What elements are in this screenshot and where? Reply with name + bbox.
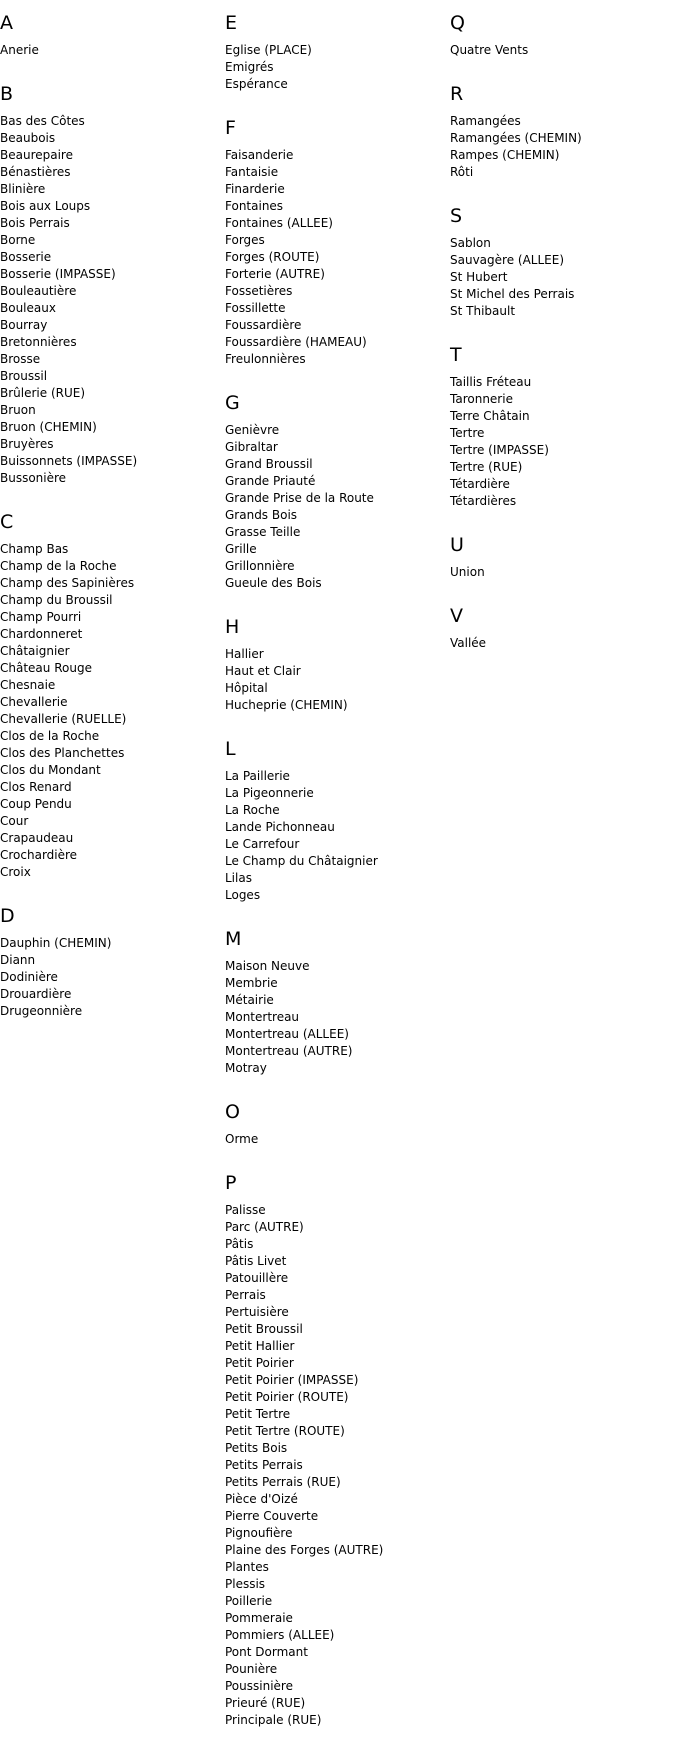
letter-heading: P <box>225 1172 237 1194</box>
street-link[interactable]: Crapaudeau <box>0 831 74 845</box>
street-link[interactable]: Buissonnets (IMPASSE) <box>0 454 138 468</box>
street-link[interactable]: Orme <box>225 1132 259 1146</box>
street-link[interactable]: Perrais <box>225 1288 266 1302</box>
street-list <box>225 422 445 592</box>
street-link[interactable]: Fontaines <box>225 199 284 213</box>
street-link[interactable]: Pignoufière <box>225 1526 293 1540</box>
street-link[interactable]: Pâtis Livet <box>225 1254 287 1268</box>
letter-section <box>0 511 220 881</box>
street-link[interactable]: Motray <box>225 1061 267 1075</box>
street-link[interactable]: Loges <box>225 888 261 902</box>
street-link[interactable]: Ramangées <box>450 114 521 128</box>
letter-section <box>450 205 670 320</box>
street-link[interactable]: Tertre (IMPASSE) <box>450 443 549 457</box>
street-link[interactable]: Finarderie <box>225 182 285 196</box>
street-link[interactable]: Clos Renard <box>0 780 72 794</box>
street-link[interactable]: Petits Perrais <box>225 1458 303 1472</box>
street-link[interactable]: La Pigeonnerie <box>225 786 314 800</box>
street-link[interactable]: Pont Dormant <box>225 1645 308 1659</box>
letter-heading: M <box>225 928 242 950</box>
street-link[interactable]: Parc (AUTRE) <box>225 1220 304 1234</box>
street-link[interactable]: Hucheprie (CHEMIN) <box>225 698 348 712</box>
street-link[interactable]: Métairie <box>225 993 274 1007</box>
street-list <box>450 113 670 181</box>
street-list <box>450 635 670 652</box>
street-link[interactable]: Dodinière <box>0 970 58 984</box>
street-link[interactable]: Anerie <box>0 43 39 57</box>
letter-heading: C <box>0 511 14 533</box>
letter-heading: L <box>225 738 236 760</box>
street-link[interactable]: La Roche <box>225 803 280 817</box>
street-link[interactable]: Genièvre <box>225 423 280 437</box>
letter-heading: B <box>0 83 14 105</box>
street-link[interactable]: Blinière <box>0 182 46 196</box>
street-link[interactable]: St Hubert <box>450 270 508 284</box>
street-list <box>450 374 670 510</box>
street-link[interactable]: Crochardière <box>0 848 78 862</box>
letter-heading: E <box>225 12 238 34</box>
street-list <box>225 42 445 93</box>
street-link[interactable]: Croix <box>0 865 31 879</box>
letter-heading: D <box>0 905 15 927</box>
street-link[interactable]: Bosserie (IMPASSE) <box>0 267 116 281</box>
street-link[interactable]: Bois aux Loups <box>0 199 91 213</box>
street-link[interactable]: Petit Broussil <box>225 1322 303 1336</box>
letter-section <box>0 83 220 487</box>
letter-section <box>225 392 445 592</box>
street-link[interactable]: Tétardières <box>450 494 517 508</box>
letter-section <box>225 928 445 1077</box>
street-link[interactable]: Sablon <box>450 236 491 250</box>
street-link[interactable]: Champ de la Roche <box>0 559 117 573</box>
letter-heading: F <box>225 117 236 139</box>
letter-section <box>225 1172 445 1729</box>
letter-heading: O <box>225 1101 240 1123</box>
street-link[interactable]: Grille <box>225 542 257 556</box>
letter-section <box>450 605 670 652</box>
street-link[interactable]: Emigrés <box>225 60 274 74</box>
street-link[interactable]: Petit Tertre (ROUTE) <box>225 1424 345 1438</box>
street-link[interactable]: Grande Prise de la Route <box>225 491 374 505</box>
street-link[interactable]: Fossetières <box>225 284 293 298</box>
letter-section <box>450 83 670 181</box>
street-link[interactable]: Diann <box>0 953 36 967</box>
street-link[interactable]: Fantaisie <box>225 165 279 179</box>
street-link[interactable]: Brûlerie (RUE) <box>0 386 86 400</box>
street-link[interactable]: Bosserie <box>0 250 52 264</box>
street-link[interactable]: Champ du Broussil <box>0 593 113 607</box>
street-list <box>225 768 445 904</box>
street-link[interactable]: Montertreau (AUTRE) <box>225 1044 353 1058</box>
street-link[interactable]: Union <box>450 565 485 579</box>
letter-section <box>225 117 445 368</box>
street-link[interactable]: Rôti <box>450 165 474 179</box>
street-link[interactable]: Bénastières <box>0 165 71 179</box>
street-link[interactable]: Montertreau (ALLEE) <box>225 1027 349 1041</box>
street-link[interactable]: Patouillère <box>225 1271 289 1285</box>
street-link[interactable]: Drouardière <box>0 987 72 1001</box>
street-link[interactable]: Bruyères <box>0 437 54 451</box>
street-link[interactable]: Bourray <box>0 318 48 332</box>
street-link[interactable]: Poussinière <box>225 1679 293 1693</box>
street-link[interactable]: Chesnaie <box>0 678 56 692</box>
letter-section <box>0 12 220 59</box>
street-list <box>225 646 445 714</box>
street-link[interactable]: Rampes (CHEMIN) <box>450 148 560 162</box>
letter-heading: S <box>450 205 463 227</box>
letter-heading: G <box>225 392 240 414</box>
street-link[interactable]: Clos de la Roche <box>0 729 100 743</box>
street-link[interactable]: Petits Bois <box>225 1441 288 1455</box>
street-link[interactable]: Brosse <box>0 352 41 366</box>
street-link[interactable]: Petit Tertre <box>225 1407 291 1421</box>
street-link[interactable]: Drugeonnière <box>0 1004 83 1018</box>
street-list <box>450 235 670 320</box>
street-link[interactable]: Chevallerie <box>0 695 68 709</box>
street-link[interactable]: Poillerie <box>225 1594 273 1608</box>
street-link[interactable]: Freulonnières <box>225 352 306 366</box>
index-column-1 <box>0 12 220 1044</box>
letter-heading: T <box>450 344 462 366</box>
street-list <box>0 935 220 1020</box>
letter-section <box>225 12 445 93</box>
street-list <box>450 564 670 581</box>
street-link[interactable]: St Thibault <box>450 304 516 318</box>
street-link[interactable]: Grand Broussil <box>225 457 313 471</box>
street-link[interactable]: Taillis Fréteau <box>450 375 532 389</box>
street-link[interactable]: Tertre (RUE) <box>450 460 523 474</box>
street-link[interactable]: Le Champ du Châtaignier <box>225 854 378 868</box>
letter-section <box>450 344 670 510</box>
street-link[interactable]: Chardonneret <box>0 627 83 641</box>
street-link[interactable]: Chevallerie (RUELLE) <box>0 712 127 726</box>
street-link[interactable]: Grands Bois <box>225 508 298 522</box>
street-link[interactable]: Principale (RUE) <box>225 1713 322 1727</box>
street-link[interactable]: Dauphin (CHEMIN) <box>0 936 112 950</box>
street-link[interactable]: Tétardière <box>450 477 510 491</box>
street-link[interactable]: Prieuré (RUE) <box>225 1696 306 1710</box>
street-link[interactable]: Grande Priauté <box>225 474 316 488</box>
street-list <box>225 958 445 1077</box>
index-column-3 <box>450 12 670 676</box>
street-list <box>0 42 220 59</box>
street-link[interactable]: Château Rouge <box>0 661 92 675</box>
street-list <box>450 42 670 59</box>
street-link[interactable]: Faisanderie <box>225 148 294 162</box>
letter-heading: R <box>450 83 464 105</box>
street-link[interactable]: Pertuisière <box>225 1305 289 1319</box>
street-link[interactable]: Terre Châtain <box>450 409 530 423</box>
street-link[interactable]: Bussonière <box>0 471 67 485</box>
street-link[interactable]: Forges (ROUTE) <box>225 250 320 264</box>
street-link[interactable]: Pounière <box>225 1662 278 1676</box>
street-link[interactable]: Plaine des Forges (AUTRE) <box>225 1543 384 1557</box>
street-link[interactable]: Bruon (CHEMIN) <box>0 420 97 434</box>
street-link[interactable]: Ramangées (CHEMIN) <box>450 131 582 145</box>
letter-section <box>225 738 445 904</box>
street-link[interactable]: Gibraltar <box>225 440 278 454</box>
street-link[interactable]: Fossillette <box>225 301 286 315</box>
index-column-2 <box>225 12 445 1753</box>
street-list <box>225 1131 445 1148</box>
letter-section <box>225 1101 445 1148</box>
street-link[interactable]: Pâtis <box>225 1237 254 1251</box>
letter-section <box>0 905 220 1020</box>
street-list <box>225 147 445 368</box>
street-link[interactable]: Petits Perrais (RUE) <box>225 1475 341 1489</box>
street-link[interactable]: Palisse <box>225 1203 266 1217</box>
street-link[interactable]: Bretonnières <box>0 335 77 349</box>
street-link[interactable]: Broussil <box>0 369 48 383</box>
street-link[interactable]: Maison Neuve <box>225 959 310 973</box>
letter-section <box>450 12 670 59</box>
street-list <box>0 541 220 881</box>
street-link[interactable]: Sauvagère (ALLEE) <box>450 253 565 267</box>
letter-section <box>225 616 445 714</box>
street-link[interactable]: Vallée <box>450 636 487 650</box>
street-link[interactable]: Plessis <box>225 1577 266 1591</box>
street-link[interactable]: Petit Poirier <box>225 1356 294 1370</box>
street-link[interactable]: Membrie <box>225 976 278 990</box>
street-link[interactable]: Clos du Mondant <box>0 763 101 777</box>
letter-heading: U <box>450 534 464 556</box>
street-link[interactable]: Quatre Vents <box>450 43 529 57</box>
street-link[interactable]: Le Carrefour <box>225 837 300 851</box>
street-link[interactable]: Taronnerie <box>450 392 513 406</box>
street-link[interactable]: Champ des Sapinières <box>0 576 135 590</box>
street-link[interactable]: Pommeraie <box>225 1611 293 1625</box>
street-link[interactable]: St Michel des Perrais <box>450 287 575 301</box>
street-link[interactable]: Grasse Teille <box>225 525 301 539</box>
street-link[interactable]: Coup Pendu <box>0 797 72 811</box>
street-link[interactable]: Eglise (PLACE) <box>225 43 312 57</box>
street-link[interactable]: Forges <box>225 233 265 247</box>
street-link[interactable]: Lilas <box>225 871 252 885</box>
street-link[interactable]: Bois Perrais <box>0 216 70 230</box>
street-link[interactable]: Borne <box>0 233 36 247</box>
letter-section <box>450 534 670 581</box>
street-link[interactable]: Châtaignier <box>0 644 70 658</box>
street-link[interactable]: Bas des Côtes <box>0 114 85 128</box>
street-link[interactable]: Beaurepaire <box>0 148 73 162</box>
street-link[interactable]: Espérance <box>225 77 288 91</box>
street-link[interactable]: Forterie (AUTRE) <box>225 267 325 281</box>
street-link[interactable]: Bouleautière <box>0 284 77 298</box>
letter-heading: Q <box>450 12 465 34</box>
street-link[interactable]: Hôpital <box>225 681 268 695</box>
street-link[interactable]: Cour <box>0 814 29 828</box>
street-link[interactable]: Petit Poirier (ROUTE) <box>225 1390 349 1404</box>
street-link[interactable]: Bruon <box>0 403 36 417</box>
street-link[interactable]: Clos des Planchettes <box>0 746 125 760</box>
street-link[interactable]: Foussardière <box>225 318 302 332</box>
street-link[interactable]: Pièce d'Oizé <box>225 1492 298 1506</box>
street-link[interactable]: La Paillerie <box>225 769 290 783</box>
street-link[interactable]: Gueule des Bois <box>225 576 322 590</box>
street-link[interactable]: Plantes <box>225 1560 269 1574</box>
street-link[interactable]: Fontaines (ALLEE) <box>225 216 333 230</box>
street-link[interactable]: Champ Bas <box>0 542 69 556</box>
street-link[interactable]: Bouleaux <box>0 301 56 315</box>
letter-heading: V <box>450 605 463 627</box>
street-link[interactable]: Foussardière (HAMEAU) <box>225 335 367 349</box>
street-link[interactable]: Petit Hallier <box>225 1339 295 1353</box>
letter-heading: H <box>225 616 240 638</box>
street-link[interactable]: Haut et Clair <box>225 664 301 678</box>
street-link[interactable]: Beaubois <box>0 131 56 145</box>
letter-heading: A <box>0 12 13 34</box>
street-link[interactable]: Petit Poirier (IMPASSE) <box>225 1373 359 1387</box>
street-link[interactable]: Tertre <box>450 426 485 440</box>
street-link[interactable]: Montertreau <box>225 1010 300 1024</box>
street-link[interactable]: Pommiers (ALLEE) <box>225 1628 335 1642</box>
street-link[interactable]: Lande Pichonneau <box>225 820 335 834</box>
street-link[interactable]: Champ Pourri <box>0 610 82 624</box>
street-list <box>225 1202 445 1729</box>
street-link[interactable]: Pierre Couverte <box>225 1509 319 1523</box>
street-link[interactable]: Grillonnière <box>225 559 295 573</box>
street-link[interactable]: Hallier <box>225 647 264 661</box>
street-list <box>0 113 220 487</box>
